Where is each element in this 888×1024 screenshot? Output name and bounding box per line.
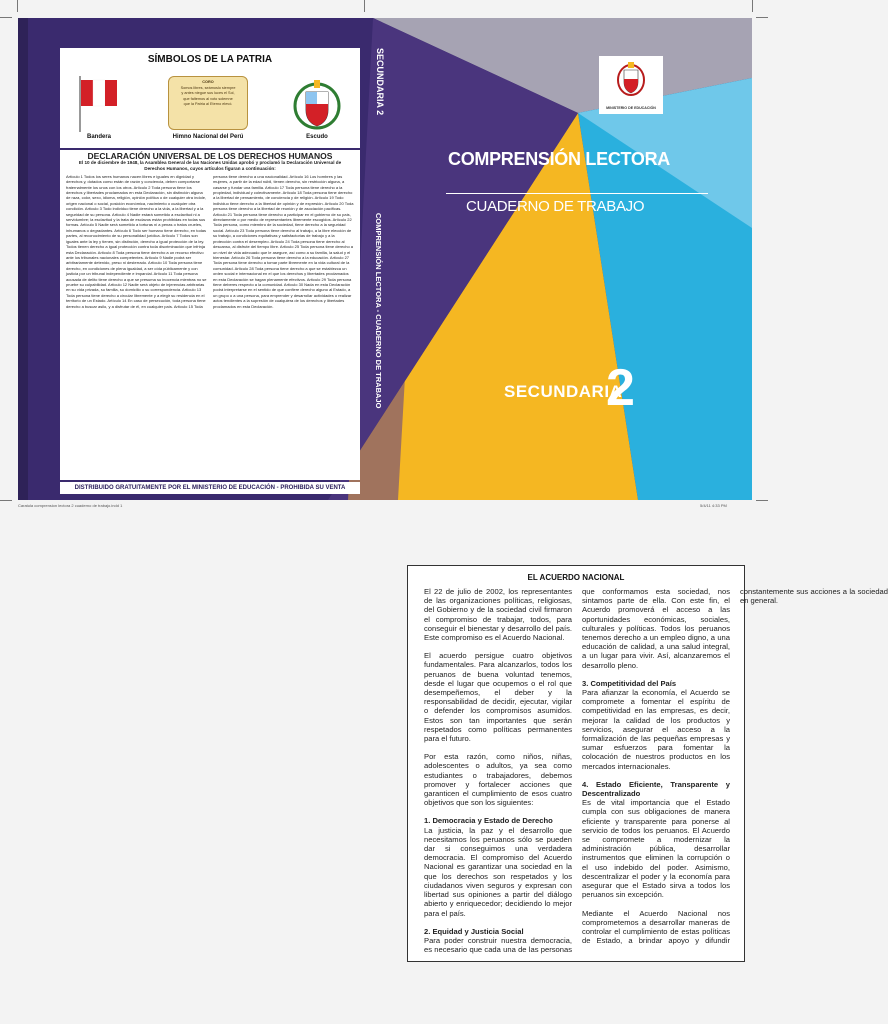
book-cover [18, 18, 752, 500]
article-box [407, 565, 888, 962]
spine-level-text: SECUNDARIA 2 [375, 48, 385, 116]
anthem-line: que faltemos al voto solemne [183, 96, 233, 101]
flag-label: Bandera [86, 134, 111, 140]
article-heading: 3. Competitividad del País [582, 678, 677, 688]
declaration-body: Artículo 1 Todos los seres humanos nacen libres e iguales en dignidad y derechos y, dotados como están de razón y conciencia, deben comportarse fraternalmente los unos con los otros. Artículo 2 Toda persona tiene los derechos y libertades proclamados en esta Declaración, sin distinción alguna de raza, color, sexo, idioma, religión, opinión política o de cualquier otra índole, origen nacional o social, posición económica, nacimiento o cualquier otra condición. Artículo 3 Todo individuo tiene derecho a la vida, a la libertad y a la seguridad de su persona. Artículo 4 Nadie estará sometido a esclavitud ni a servidumbre; la esclavitud y la trata de esclavos están prohibidas en todas sus formas. Artículo 5 Nadie será sometido a torturas ni a penas o tratos crueles, inhumanos o degradantes. Artículo 6 Todo ser humano tiene derecho, en todas partes, al reconocimiento de su personalidad jurídica. Artículo 7 Todos son iguales ante la ley y tienen, sin distinción, derecho a igual protección de la ley. Todos tienen derecho a igual protección contra toda discriminación que infrinja esta Declaración. Artículo 8 Toda persona tiene derecho a un recurso efectivo ante los tribunales nacionales competentes. Artículo 9 Nadie podrá ser arbitrariamente detenido, preso ni desterrado. Artículo 10 Toda persona tiene derecho, en condiciones de plena igualdad, a ser oída públicamente y con justicia por un tribunal independiente e imparcial. Artículo 11 Toda persona acusada de delito tiene derecho a que se presuma su inocencia mientras no se pruebe su culpabilidad. Artículo 12 Nadie será objeto de injerencias arbitrarias en su vida privada, su familia, su domicilio o su correspondencia. Artículo 13 Toda persona tiene derecho a circular libremente y a elegir su residencia en el territorio de un Estado. Artículo 14 En caso de persecución, toda persona tiene derecho a buscar asilo, y a disfrutar de él, en cualquier país. Artículo 15 Toda persona tiene derecho a una nacionalidad. Artículo 16 Los hombres y las mujeres, a partir de la edad núbil, tienen derecho, sin restricción alguna, a casarse y fundar una familia. Artículo 17 Toda persona tiene derecho a la propiedad, individual y colectivamente. Artículo 18 Toda persona tiene derecho a la libertad de pensamiento, de conciencia y de religión. Artículo 19 Todo individuo tiene derecho a la libertad de opinión y de expresión. Artículo 20 Toda persona tiene derecho a la libertad de reunión y de asociación pacíficas. Artículo 21 Toda persona tiene derecho a participar en el gobierno de su país, directamente o por medio de representantes libremente escogidos. Artículo 22 Toda persona, como miembro de la sociedad, tiene derecho a la seguridad social. Artículo 23 Toda persona tiene derecho al trabajo, a la libre elección de su trabajo, a condiciones equitativas y satisfactorias de trabajo y a la protección contra el desempleo. Artículo 24 Toda persona tiene derecho al descanso, al disfrute del tiempo libre. Artículo 25 Toda persona tiene derecho a un nivel de vida adecuado que le asegure, así como a su familia, la salud y el bienestar. Artículo 26 Toda persona tiene derecho a la educación. Artículo 27 Toda persona tiene derecho a tomar parte libremente en la vida cultural de la comunidad. Artículo 28 Toda persona tiene derecho a que se establezca un orden social e internacional en el que los derechos y libertades proclamados en esta Declaración se hagan plenamente efectivos. Artículo 29 Toda persona tiene deberes respecto a la comunidad. Artículo 30 Nada en esta Declaración podrá interpretarse en el sentido de que confiere derecho alguno al Estado, a un grupo o a una persona, para emprender y desarrollar actividades o realizar actos tendientes a la supresión de cualquiera de los derechos y libertades proclamados en esta Declaración. [66, 173, 354, 309]
anthem-line: y antes niegue sus luces el Sol, [181, 91, 235, 95]
coat-of-arms-icon [616, 60, 646, 98]
article-columns [424, 587, 888, 955]
article-paragraph: El 22 de julio de 2002, los representantes de las organizaciones políticas, religiosas, del Gobierno y de la sociedad civil firmaron el compromiso de trabajar, todos, para conseguir el bienestar y desarrollo del país. Este compromiso es el Acuerdo Nacional. [424, 587, 572, 643]
symbols-panel [60, 48, 360, 148]
article-paragraph: El acuerdo persigue cuatro objetivos fundamentales. Para alcanzarlos, todos los peruanos de buena voluntad tenemos, desde el lugar que ocupemos o el rol que desempeñemos, el deber y la responsabilidad de decidir, ejecutar, vigilar o defender los compromisos asumidos. Estos son tan importantes que serán respetados como políticas permanentes para el futuro. [424, 651, 572, 744]
distribution-notice: DISTRIBUIDO GRATUITAMENTE POR EL MINISTERIO DE EDUCACIÓN - PROHIBIDA SU VENTA [60, 482, 360, 494]
print-slug-left: Caratula comprension lectora 2 cuaderno de trabajo.indd 1 [18, 503, 123, 508]
print-slug-right: 5/4/11 4:33 PM [700, 503, 727, 508]
article-heading: 1. Democracia y Estado de Derecho [424, 816, 553, 826]
cover-title: COMPRENSIÓN LECTORA [448, 149, 670, 169]
crop-mark [364, 0, 365, 12]
ministry-logo [599, 56, 663, 114]
article-heading: 4. Estado Eficiente, Transparente y Descentralizado [582, 779, 730, 799]
crop-mark [0, 17, 12, 18]
title-divider [446, 193, 708, 194]
article-paragraph: Es de vital importancia que el Estado cumpla con sus obligaciones de manera eficiente y transparente para ponerse al servicio de todos los peruanos. El Acuerdo se compromete a modernizar la administración pública, desarrollar instrumentos que eliminen la corrupción o el uso indebido del poder. Asimismo, descentralizar el poder y la economía para asegurar que el Estado sirva a todos los peruanos sin excepción. [582, 798, 730, 900]
crop-mark [752, 0, 753, 12]
spine-title-text: COMPRENSIÓN LECTORA - CUADERNO DE TRABAJO [374, 213, 383, 409]
article-heading: 2. Equidad y Justicia Social [424, 926, 524, 936]
shield-label: Escudo [306, 134, 328, 140]
level-number: 2 [606, 359, 635, 417]
article-paragraph: Para afianzar la economía, el Acuerdo se compromete a fomentar el espíritu de competitividad en las empresas, es decir, mejorar la calidad de los productos y servicios, asegurar el acceso a la formalización de las pequeñas empresas y sumar esfuerzos para fomentar la colocación de nuestros productos en los mercados internacionales. [582, 688, 730, 771]
anthem-line: Somos libres, seámoslo siempre [180, 85, 236, 90]
article-paragraph: Para poder construir nuestra democracia, es necesario que cada una de las personas que conformamos esta sociedad, nos sintamos parte de ella. Con este fin, el Acuerdo promoverá el acceso a las oportunidades económicas, sociales, culturales y políticas. Todos los peruanos tenemos derecho a un empleo digno, a una educación de calidad, a una salud integral, a un lugar para vivir. Así, alcanzaremos el desarrollo pleno. [424, 587, 730, 955]
declaration-panel [60, 150, 360, 480]
cover-subtitle: CUADERNO DE TRABAJO [466, 198, 645, 215]
article-paragraph: Mediante el Acuerdo Nacional nos comprometemos a desarrollar maneras de controlar el cumplimiento de estas políticas de Estado, a brindar apoyo y difundir constantemente sus acciones a la sociedad en general. [582, 587, 888, 946]
ministry-label: MINISTERIO DE EDUCACIÓN [606, 106, 656, 110]
article-title: EL ACUERDO NACIONAL [527, 573, 625, 582]
spine [368, 18, 396, 500]
crop-mark [756, 17, 768, 18]
coat-of-arms-icon [292, 76, 342, 132]
flag-icon [78, 76, 118, 132]
declaration-subtitle: El 10 de diciembre de 1948, la Asamblea General de las Naciones Unidas aprobó y proclamó la Declaración Universal de Derechos Humanos, cuyos artículos figuran a continuación: [78, 160, 342, 171]
anthem-label: Himno Nacional del Perú [172, 134, 244, 140]
level-label: SECUNDARIA [504, 382, 623, 401]
anthem-line: que la Patria al Eterno elevó. [183, 102, 233, 106]
anthem-line: CORO [202, 80, 214, 84]
crop-mark [756, 500, 768, 501]
article-paragraph: La justicia, la paz y el desarrollo que necesitamos los peruanos sólo se pueden dar si conseguimos una verdadera democracia. El compromiso del Acuerdo Nacional es garantizar una sociedad en la que los derechos son respetados y los ciudadanos viven seguros y expresan con libertad sus opiniones a partir del diálogo abierto y enriquecedor; decidiendo lo mejor para el país. [424, 825, 572, 918]
crop-mark [0, 500, 12, 501]
declaration-title: DECLARACIÓN UNIVERSAL DE LOS DERECHOS HUMANOS [87, 151, 333, 161]
crop-mark [17, 0, 18, 12]
symbols-heading: SÍMBOLOS DE LA PATRIA [147, 54, 273, 65]
article-paragraph: Por esta razón, como niños, niñas, adolescentes o adultos, ya sea como estudiantes o trabajadores, debemos promover y fortalecer acciones que garanticen el cumplimiento de esos cuatro objetivos que son los siguientes: [424, 752, 572, 808]
anthem-scroll [168, 76, 248, 130]
